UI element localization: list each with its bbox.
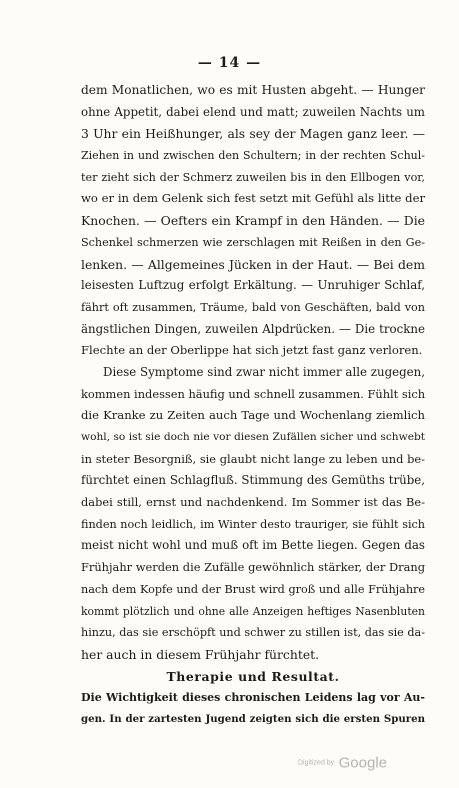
text-line: Frühjahr werden die Zufälle gewöhnlich stärker, der Drang (81, 560, 425, 575)
text-line: gen. In der zartesten Jugend zeigten sich die ersten Spuren (81, 712, 425, 725)
text-line: dabei still, ernst und nachdenkend. Im Sommer ist das Be- (81, 495, 425, 510)
text-line: kommt plötzlich und ohne alle Anzeigen heftiges Nasenbluten (81, 604, 425, 618)
text-line: die Kranke zu Zeiten auch Tage und Wochenlang ziemlich (81, 408, 425, 423)
watermark-brand: Google (338, 754, 388, 772)
text-line: Ziehen in und zwischen den Schultern; in der rechten Schul- (81, 149, 425, 163)
text-line: her auch in diesem Frühjahr fürchtet. (81, 646, 320, 662)
text-line: fährt oft zusammen, Träume, bald von Geschäften, bald von (81, 300, 425, 314)
text-line: nach dem Kopfe und der Brust wird groß und alle Frühjahre (81, 582, 425, 596)
text-line: 3 Uhr ein Heißhunger, als sey der Magen ganz leer. — (81, 126, 425, 142)
watermark-prefix: Digitized by (298, 759, 335, 767)
text-line: meist nicht wohl und muß oft im Bette liegen. Gegen das (81, 538, 425, 553)
text-line: dem Monatlichen, wo es mit Husten abgeht. — Hunger (81, 83, 425, 97)
text-line: hinzu, das sie erschöpft und schwer zu stillen ist, das sie da- (81, 626, 425, 640)
text-line: ohne Appetit, dabei elend und matt; zuweilen Nachts um (81, 104, 425, 119)
text-line: wo er in dem Gelenk sich fest setzt mit Gefühl als litte der (81, 191, 425, 206)
text-line: fürchtet einen Schlagfluß. Stimmung des Gemüths trübe, (81, 473, 425, 488)
text-line: Die Wichtigkeit dieses chronischen Leidens lag vor Au- (81, 691, 425, 705)
text-line: finden noch leidlich, im Winter desto trauriger, sie fühlt sich (81, 517, 425, 531)
text-line: Diese Symptome sind zwar nicht immer alle zugegen, (103, 364, 425, 379)
text-line: lenken. — Allgemeines Jücken in der Haut. — Bei dem (81, 256, 425, 272)
digitization-watermark (298, 754, 387, 772)
text-line: in steter Besorgniß, sie glaubt nicht lange zu leben und be- (81, 451, 425, 466)
page-number: — 14 — (197, 55, 262, 71)
section-heading: Therapie und Resultat. (166, 668, 340, 684)
text-line: wohl, so ist sie doch nie vor diesen Zufällen sicher und schwebt (81, 431, 425, 443)
text-line: ängstlichen Dingen, zuweilen Alpdrücken. — Die trockne (81, 321, 425, 336)
text-line: ter zieht sich der Schmerz zuweilen bis in den Ellbogen vor, (81, 170, 425, 184)
text-line: kommen indessen häufig und schnell zusammen. Fühlt sich (81, 386, 426, 401)
text-line: Flechte an der Oberlippe hat sich jetzt fast ganz verloren. (81, 343, 423, 358)
text-line: Knochen. — Oefters ein Krampf in den Händen. — Die (81, 213, 425, 229)
text-line: Schenkel schmerzen wie zerschlagen mit Reißen in den Ge- (81, 235, 425, 249)
body-text (81, 80, 425, 731)
text-line: leisesten Luftzug erfolgt Erkältung. — Unruhiger Schlaf, (81, 278, 425, 293)
